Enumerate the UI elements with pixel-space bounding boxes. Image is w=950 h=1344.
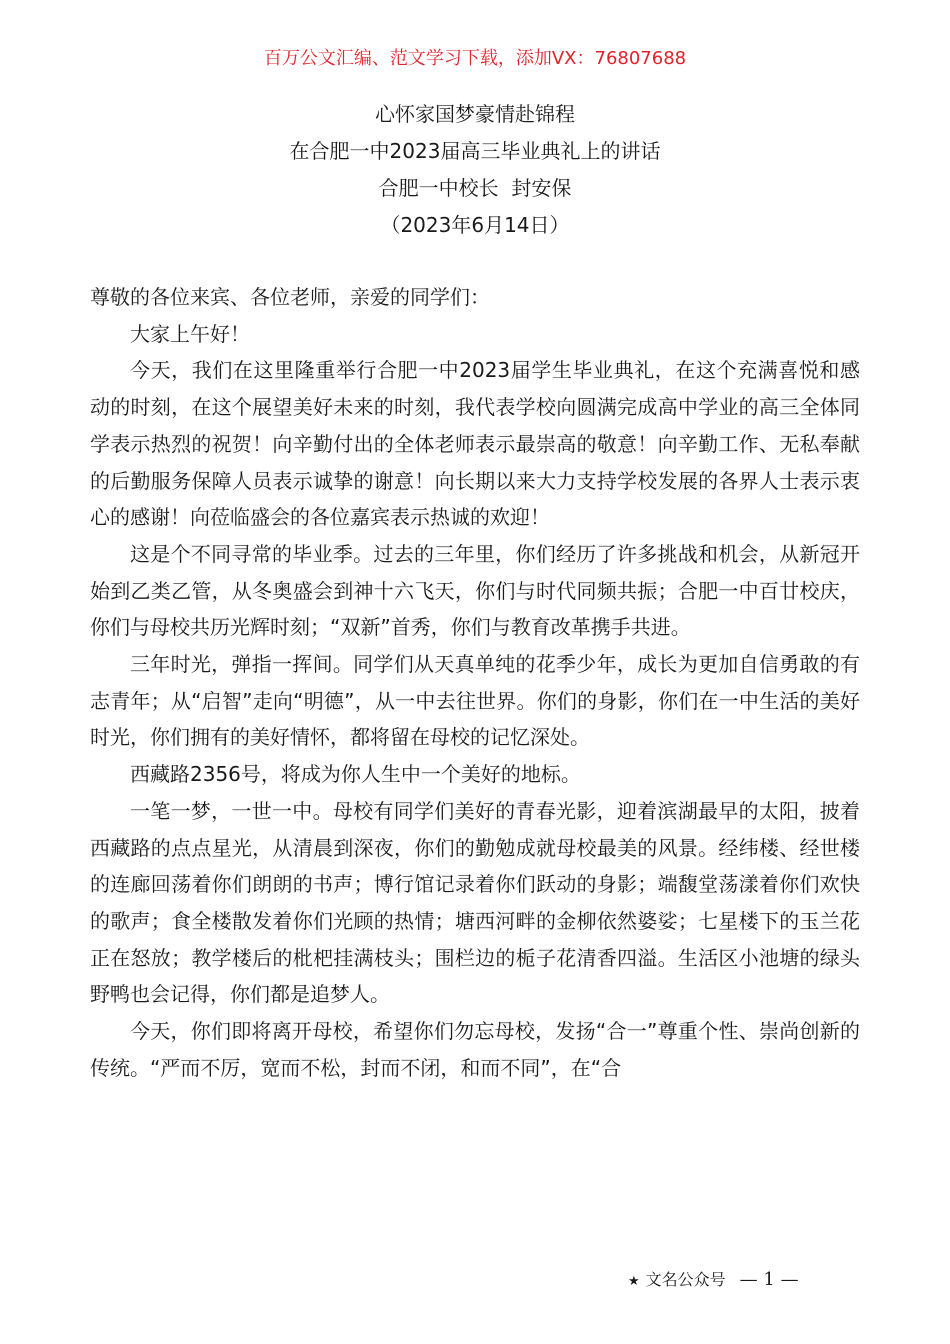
paragraph: 今天，我们在这里隆重举行合肥一中2023届学生毕业典礼，在这个充满喜悦和感动的时刻，在这个展望美好未来的时刻，我代表学校向圆满完成高中学业的高三全体同学表示热烈的祝贺！向辛勤付出的全体老师表示最崇高的敬意！向辛勤工作、无私奉献的后勤服务保障人员表示诚挚的谢意！向长期以来大力支持学校发展的各界人士表示衷心的感谢！向莅临盛会的各位嘉宾表示热诚的欢迎！ [90,358,860,530]
paragraph: 这是个不同寻常的毕业季。过去的三年里，你们经历了许多挑战和机会，从新冠开始到乙类乙管，从冬奥盛会到神十六飞天，你们与时代同频共振；合肥一中百廿校庆，你们与母校共历光辉时刻；“双新”首秀，你们与教育改革携手共进。 [90,541,860,640]
salutation: 尊敬的各位来宾、各位老师，亲爱的同学们： [90,285,490,309]
speech-author: 合肥一中校长 封安保 [378,176,572,200]
paragraph: 西藏路2356号，将成为你人生中一个美好的地标。 [130,762,581,787]
page-number: — 1 — [739,1269,799,1290]
paragraph: 三年时光，弹指一挥间。同学们从天真单纯的花季少年，成长为更加自信勇敢的有志青年；从“启智”走向“明德”，从一中去往世界。你们的身影，你们在一中生活的美好时光，你们拥有的美好情怀，都将留在母校的记忆深处。 [90,652,860,750]
paragraph: 今天，你们即将离开母校，希望你们勿忘母校，发扬“合一”尊重个性、崇尚创新的传统。“严而不厉，宽而不松，封而不闭，和而不同”，在“合 [90,1019,860,1080]
star-icon: ★ [628,1274,640,1289]
speech-title: 心怀家国梦豪情赴锦程 [375,102,575,126]
title-block [0,96,950,244]
paragraph: 一笔一梦，一世一中。母校有同学们美好的青春光影，迎着滨湖最早的太阳，披着西藏路的点点星光，从清晨到深夜，你们的勤勉成就母校最美的风景。经纬楼、经世楼的连廊回荡着你们朗朗的书声；博行馆记录着你们跃动的身影；端馥堂荡漾着你们欢快的歌声；食全楼散发着你们光顾的热情；塘西河畔的金柳依然婆娑；七星楼下的玉兰花正在怒放；教学楼后的枇杷挂满枝头；围栏边的栀子花清香四溢。生活区小池塘的绿头野鸭也会记得，你们都是追梦人。 [90,798,860,1007]
speech-body [90,279,860,1086]
speech-date: （2023年6月14日） [380,213,570,237]
footer-brand: 文名公众号 [645,1270,726,1289]
promo-banner: 百万公文汇编、范文学习下载，添加VX：76807688 [263,48,687,69]
speech-subtitle: 在合肥一中2023届高三毕业典礼上的讲话 [289,139,661,163]
page-footer [628,1268,799,1294]
paragraph: 大家上午好！ [130,321,250,346]
